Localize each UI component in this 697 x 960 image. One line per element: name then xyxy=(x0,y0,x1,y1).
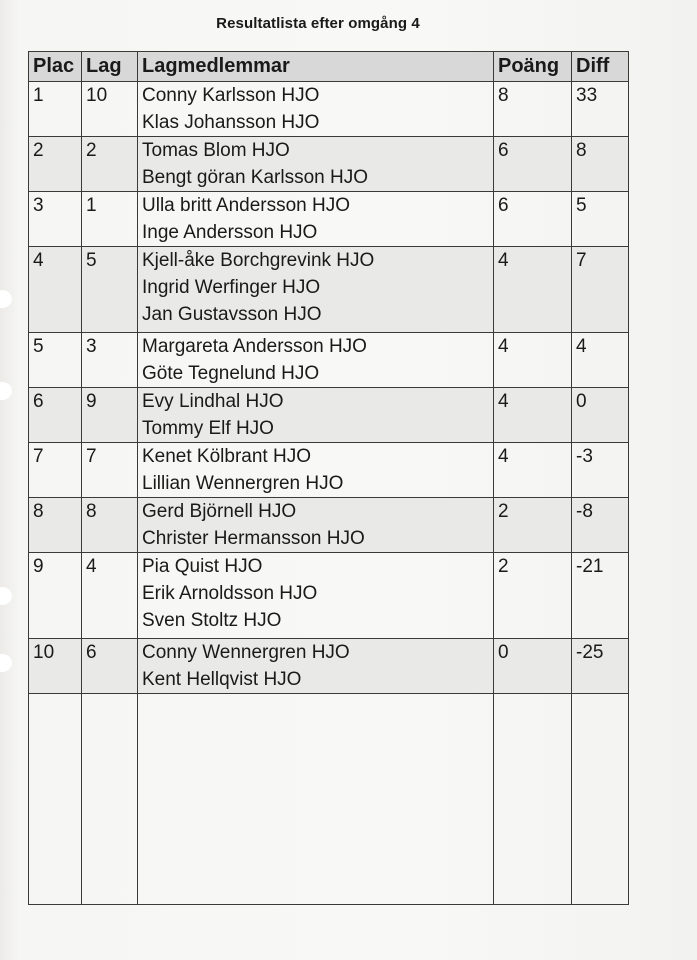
team-member: Ulla britt Andersson HJO xyxy=(142,195,351,216)
team-cell: 10 xyxy=(82,82,138,137)
placement-cell: 10 xyxy=(29,639,82,694)
empty-row xyxy=(29,694,629,905)
results-body xyxy=(29,82,629,905)
team-member: Margareta Andersson HJO xyxy=(142,336,367,357)
diff-cell: 8 xyxy=(572,137,629,192)
members-cell xyxy=(138,137,494,192)
team-cell: 6 xyxy=(82,639,138,694)
result-row xyxy=(29,82,629,137)
team-member: Evy Lindhal HJO xyxy=(142,391,284,412)
result-row xyxy=(29,247,629,333)
team-member: Kjell-åke Borchgrevink HJO xyxy=(142,250,375,271)
result-row xyxy=(29,639,629,694)
members-cell xyxy=(138,443,494,498)
team-member: Kenet Kölbrant HJO xyxy=(142,446,311,467)
placement-cell: 1 xyxy=(29,82,82,137)
team-member: Pia Quist HJO xyxy=(142,556,263,577)
header-plac: Plac xyxy=(29,52,82,82)
empty-cell xyxy=(82,694,138,905)
members-cell xyxy=(138,553,494,639)
result-row xyxy=(29,443,629,498)
placement-cell: 6 xyxy=(29,388,82,443)
results-table xyxy=(28,51,629,905)
members-cell xyxy=(138,639,494,694)
header-diff: Diff xyxy=(572,52,629,82)
team-cell: 9 xyxy=(82,388,138,443)
empty-cell xyxy=(494,694,572,905)
placement-cell: 7 xyxy=(29,443,82,498)
members-cell xyxy=(138,498,494,553)
header-row xyxy=(29,52,629,82)
points-cell: 0 xyxy=(494,639,572,694)
placement-cell: 4 xyxy=(29,247,82,333)
members-cell xyxy=(138,192,494,247)
placement-cell: 8 xyxy=(29,498,82,553)
points-cell: 4 xyxy=(494,443,572,498)
team-cell: 8 xyxy=(82,498,138,553)
placement-cell: 5 xyxy=(29,333,82,388)
points-cell: 2 xyxy=(494,498,572,553)
team-member: Lillian Wennergren HJO xyxy=(142,473,344,494)
members-cell xyxy=(138,247,494,333)
header-members: Lagmedlemmar xyxy=(138,52,494,82)
result-row xyxy=(29,498,629,553)
placement-cell: 3 xyxy=(29,192,82,247)
team-cell: 1 xyxy=(82,192,138,247)
team-member: Sven Stoltz HJO xyxy=(142,610,282,631)
team-member: Göte Tegnelund HJO xyxy=(142,363,320,384)
team-cell: 7 xyxy=(82,443,138,498)
placement-cell: 2 xyxy=(29,137,82,192)
points-cell: 4 xyxy=(494,333,572,388)
result-row xyxy=(29,333,629,388)
points-cell: 4 xyxy=(494,388,572,443)
result-row xyxy=(29,192,629,247)
empty-cell xyxy=(572,694,629,905)
diff-cell: 4 xyxy=(572,333,629,388)
points-cell: 4 xyxy=(494,247,572,333)
team-member: Conny Karlsson HJO xyxy=(142,85,320,106)
page-title: Resultatlista efter omgång 4 xyxy=(216,15,420,32)
diff-cell: -3 xyxy=(572,443,629,498)
team-member: Ingrid Werfinger HJO xyxy=(142,277,321,298)
team-member: Inge Andersson HJO xyxy=(142,222,318,243)
team-member: Kent Hellqvist HJO xyxy=(142,669,302,690)
header-points: Poäng xyxy=(494,52,572,82)
members-cell xyxy=(138,82,494,137)
team-cell: 2 xyxy=(82,137,138,192)
header-lag: Lag xyxy=(82,52,138,82)
diff-cell: 33 xyxy=(572,82,629,137)
points-cell: 6 xyxy=(494,137,572,192)
points-cell: 6 xyxy=(494,192,572,247)
team-member: Christer Hermansson HJO xyxy=(142,528,365,549)
diff-cell: 0 xyxy=(572,388,629,443)
members-cell xyxy=(138,333,494,388)
diff-cell: -25 xyxy=(572,639,629,694)
placement-cell: 9 xyxy=(29,553,82,639)
diff-cell: 7 xyxy=(572,247,629,333)
team-member: Bengt göran Karlsson HJO xyxy=(142,167,369,188)
diff-cell: -21 xyxy=(572,553,629,639)
team-member: Erik Arnoldsson HJO xyxy=(142,583,318,604)
team-member: Klas Johansson HJO xyxy=(142,112,320,133)
members-cell xyxy=(138,388,494,443)
points-cell: 8 xyxy=(494,82,572,137)
team-member: Tommy Elf HJO xyxy=(142,418,274,439)
result-row xyxy=(29,553,629,639)
points-cell: 2 xyxy=(494,553,572,639)
result-row xyxy=(29,388,629,443)
diff-cell: -8 xyxy=(572,498,629,553)
team-member: Gerd Björnell HJO xyxy=(142,501,297,522)
team-member: Conny Wennergren HJO xyxy=(142,642,350,663)
team-cell: 4 xyxy=(82,553,138,639)
empty-cell xyxy=(138,694,494,905)
result-row xyxy=(29,137,629,192)
diff-cell: 5 xyxy=(572,192,629,247)
team-cell: 3 xyxy=(82,333,138,388)
empty-cell xyxy=(29,694,82,905)
team-member: Tomas Blom HJO xyxy=(142,140,290,161)
team-member: Jan Gustavsson HJO xyxy=(142,304,322,325)
team-cell: 5 xyxy=(82,247,138,333)
